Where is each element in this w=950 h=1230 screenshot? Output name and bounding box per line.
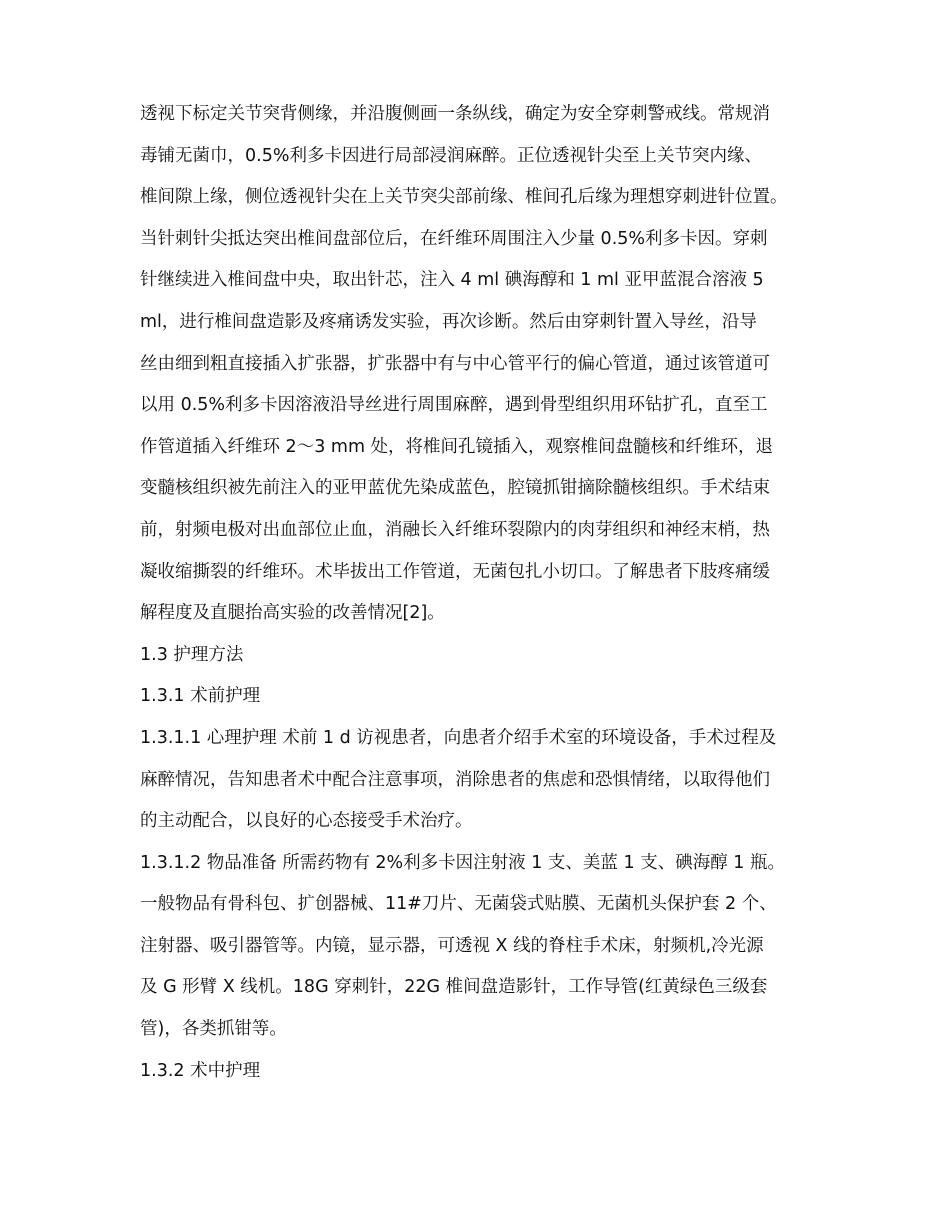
body-text-line: 丝由细到粗直接插入扩张器，扩张器中有与中心管平行的偏心管道，通过该管道可 [140, 353, 770, 374]
body-text-line: 透视下标定关节突背侧缘，并沿腹侧画一条纵线，确定为安全穿刺警戒线。常规消 [140, 104, 770, 124]
body-text-line: 针继续进入椎间盘中央，取出针芯，注入 4 ml 碘海醇和 1 ml 亚甲蓝混合溶液 5 [140, 270, 764, 291]
body-text-line: 及 G 形臂 X 线机。18G 穿刺针，22G 椎间盘造影针，工作导管(红黄绿色三级套 [140, 977, 768, 998]
subsection-heading: 1.3.1 术前护理 [140, 686, 261, 707]
document-body [140, 94, 830, 1092]
body-text-line: 的主动配合，以良好的心态接受手术治疗。 [140, 811, 473, 832]
subsection-heading: 1.3.2 术中护理 [140, 1060, 261, 1081]
body-text-line: 前，射频电极对出血部位止血，消融长入纤维环裂隙内的肉芽组织和神经末梢，热 [140, 519, 770, 540]
body-text-line: 管)，各类抓钳等。 [140, 1019, 287, 1040]
body-text-line: 解程度及直腿抬高实验的改善情况[2]。 [140, 603, 445, 624]
body-text-line: 凝收缩撕裂的纤维环。术毕拔出工作管道，无菌包扎小切口。了解患者下肢疼痛缓 [140, 561, 770, 582]
body-text-line: 椎间隙上缘，侧位透视针尖在上关节突尖部前缘、椎间孔后缘为理想穿刺进针位置。 [140, 187, 788, 208]
body-text-line: 以用 0.5%利多卡因溶液沿导丝进行周围麻醉，遇到骨型组织用环钻扩孔，直至工 [140, 395, 768, 416]
body-text-line: 1.3.1.2 物品准备 所需药物有 2%利多卡因注射液 1 支、美蓝 1 支、碘海醇 1 瓶。 [140, 852, 785, 873]
body-text-line: 作管道插入纤维环 2～3 mm 处，将椎间孔镜插入，观察椎间盘髓核和纤维环，退 [140, 436, 774, 457]
body-text-line: 当针刺针尖抵达突出椎间盘部位后，在纤维环周围注入少量 0.5%利多卡因。穿刺 [140, 228, 768, 249]
body-text-line: 一般物品有骨科包、扩创器械、11#刀片、无菌袋式贴膜、无菌机头保护套 2 个、 [140, 894, 777, 915]
body-text-line: 麻醉情况，告知患者术中配合注意事项，消除患者的焦虑和恐惧情绪，以取得他们 [140, 769, 770, 790]
body-text-line: 变髓核组织被先前注入的亚甲蓝优先染成蓝色，腔镜抓钳摘除髓核组织。手术结束 [140, 478, 770, 499]
section-heading: 1.3 护理方法 [140, 644, 244, 665]
body-text-line: ml，进行椎间盘造影及疼痛诱发实验，再次诊断。然后由穿刺针置入导丝，沿导 [140, 311, 757, 332]
body-text-line: 毒铺无菌巾，0.5%利多卡因进行局部浸润麻醉。正位透视针尖至上关节突内缘、 [140, 145, 762, 166]
body-text-line: 1.3.1.1 心理护理 术前 1 d 访视患者，向患者介绍手术室的环境设备，手术过程及 [140, 727, 777, 748]
body-text-line: 注射器、吸引器管等。内镜，显示器，可透视 X 线的脊柱手术床，射频机,冷光源 [140, 935, 764, 956]
